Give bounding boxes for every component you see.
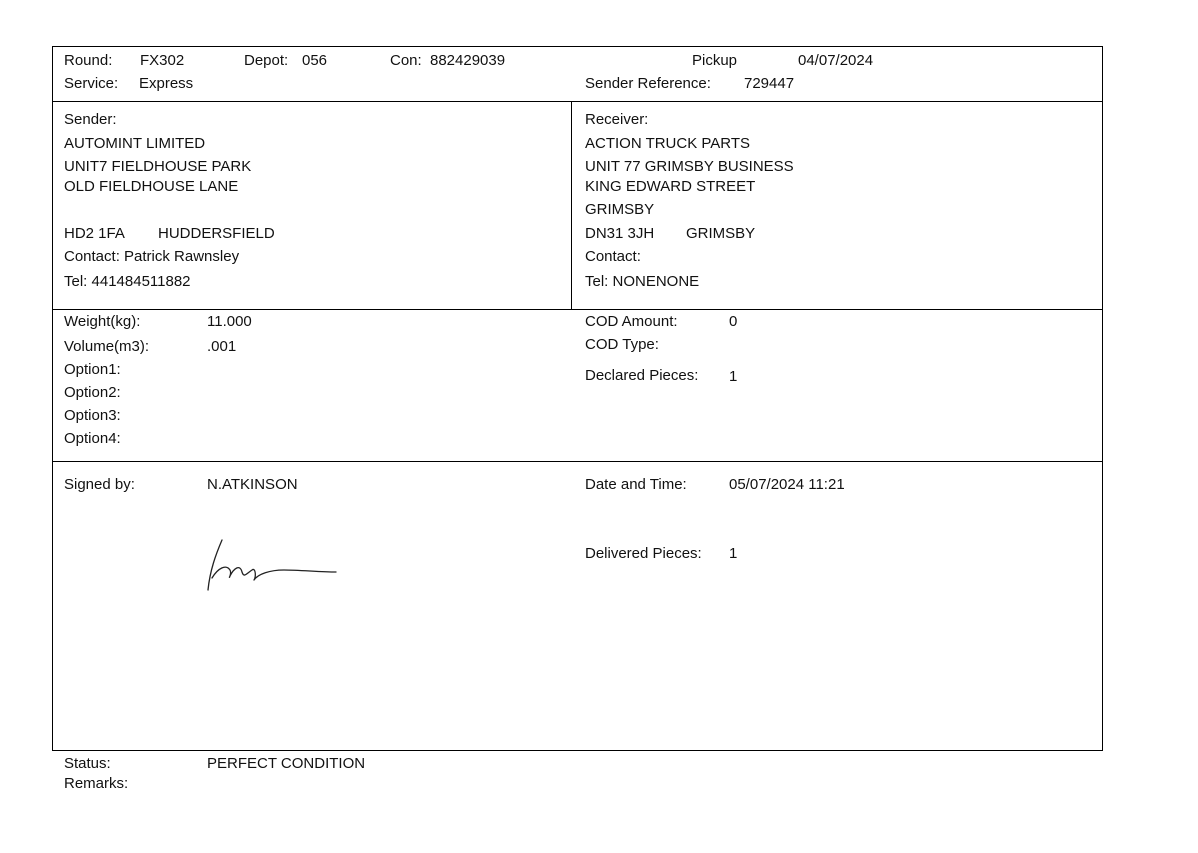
receiver-address-line3: GRIMSBY xyxy=(585,201,655,218)
service-label: Service: xyxy=(64,75,119,92)
sender-reference-label: Sender Reference: xyxy=(585,75,711,92)
address-divider xyxy=(53,309,1102,310)
header-divider xyxy=(53,101,1102,102)
sender-contact: Contact: Patrick Rawnsley xyxy=(64,248,240,265)
address-column-divider xyxy=(571,101,572,309)
weight-label: Weight(kg): xyxy=(64,313,141,330)
sender-postcode: HD2 1FA xyxy=(64,225,125,242)
signed-by-value: N.ATKINSON xyxy=(207,476,298,493)
depot-label: Depot: xyxy=(244,52,289,69)
date-time-label: Date and Time: xyxy=(585,476,687,493)
option3-label: Option3: xyxy=(64,407,121,424)
sender-reference-value: 729447 xyxy=(744,75,795,92)
pickup-label: Pickup xyxy=(692,52,738,69)
sender-tel: Tel: 441484511882 xyxy=(64,273,191,290)
round-value: FX302 xyxy=(140,52,185,69)
sender-label: Sender: xyxy=(64,111,117,128)
sender-name: AUTOMINT LIMITED xyxy=(64,135,206,152)
option1-label: Option1: xyxy=(64,361,121,378)
con-label: Con: xyxy=(390,52,422,69)
volume-value: .001 xyxy=(207,338,237,355)
receiver-address-line1: UNIT 77 GRIMSBY BUSINESS xyxy=(585,158,794,175)
declared-pieces-value: 1 xyxy=(729,368,738,385)
service-value: Express xyxy=(139,75,194,92)
delivery-record-frame xyxy=(52,46,1103,751)
round-label: Round: xyxy=(64,52,113,69)
delivered-pieces-label: Delivered Pieces: xyxy=(585,545,702,562)
receiver-address-line2: KING EDWARD STREET xyxy=(585,178,756,195)
cod-amount-value: 0 xyxy=(729,313,738,330)
option2-label: Option2: xyxy=(64,384,121,401)
declared-pieces-label: Declared Pieces: xyxy=(585,367,699,384)
date-time-value: 05/07/2024 11:21 xyxy=(729,476,845,493)
status-label: Status: xyxy=(64,755,111,772)
receiver-town: GRIMSBY xyxy=(686,225,756,242)
cod-amount-label: COD Amount: xyxy=(585,313,678,330)
depot-value: 056 xyxy=(302,52,328,69)
sender-town: HUDDERSFIELD xyxy=(158,225,275,242)
weight-value: 11.000 xyxy=(207,313,252,330)
signature-image xyxy=(200,536,350,596)
status-value: PERFECT CONDITION xyxy=(207,755,366,772)
receiver-tel: Tel: NONENONE xyxy=(585,273,700,290)
option4-label: Option4: xyxy=(64,430,121,447)
receiver-contact: Contact: xyxy=(585,248,641,265)
delivered-pieces-value: 1 xyxy=(729,545,738,562)
con-value: 882429039 xyxy=(430,52,506,69)
sender-address-line1: UNIT7 FIELDHOUSE PARK xyxy=(64,158,252,175)
cod-type-label: COD Type: xyxy=(585,336,659,353)
remarks-label: Remarks: xyxy=(64,775,129,792)
sender-address-line2: OLD FIELDHOUSE LANE xyxy=(64,178,239,195)
receiver-name: ACTION TRUCK PARTS xyxy=(585,135,751,152)
pickup-date: 04/07/2024 xyxy=(798,52,874,69)
details-divider xyxy=(53,461,1102,462)
volume-label: Volume(m3): xyxy=(64,338,150,355)
signed-by-label: Signed by: xyxy=(64,476,135,493)
receiver-postcode: DN31 3JH xyxy=(585,225,655,242)
receiver-label: Receiver: xyxy=(585,111,649,128)
